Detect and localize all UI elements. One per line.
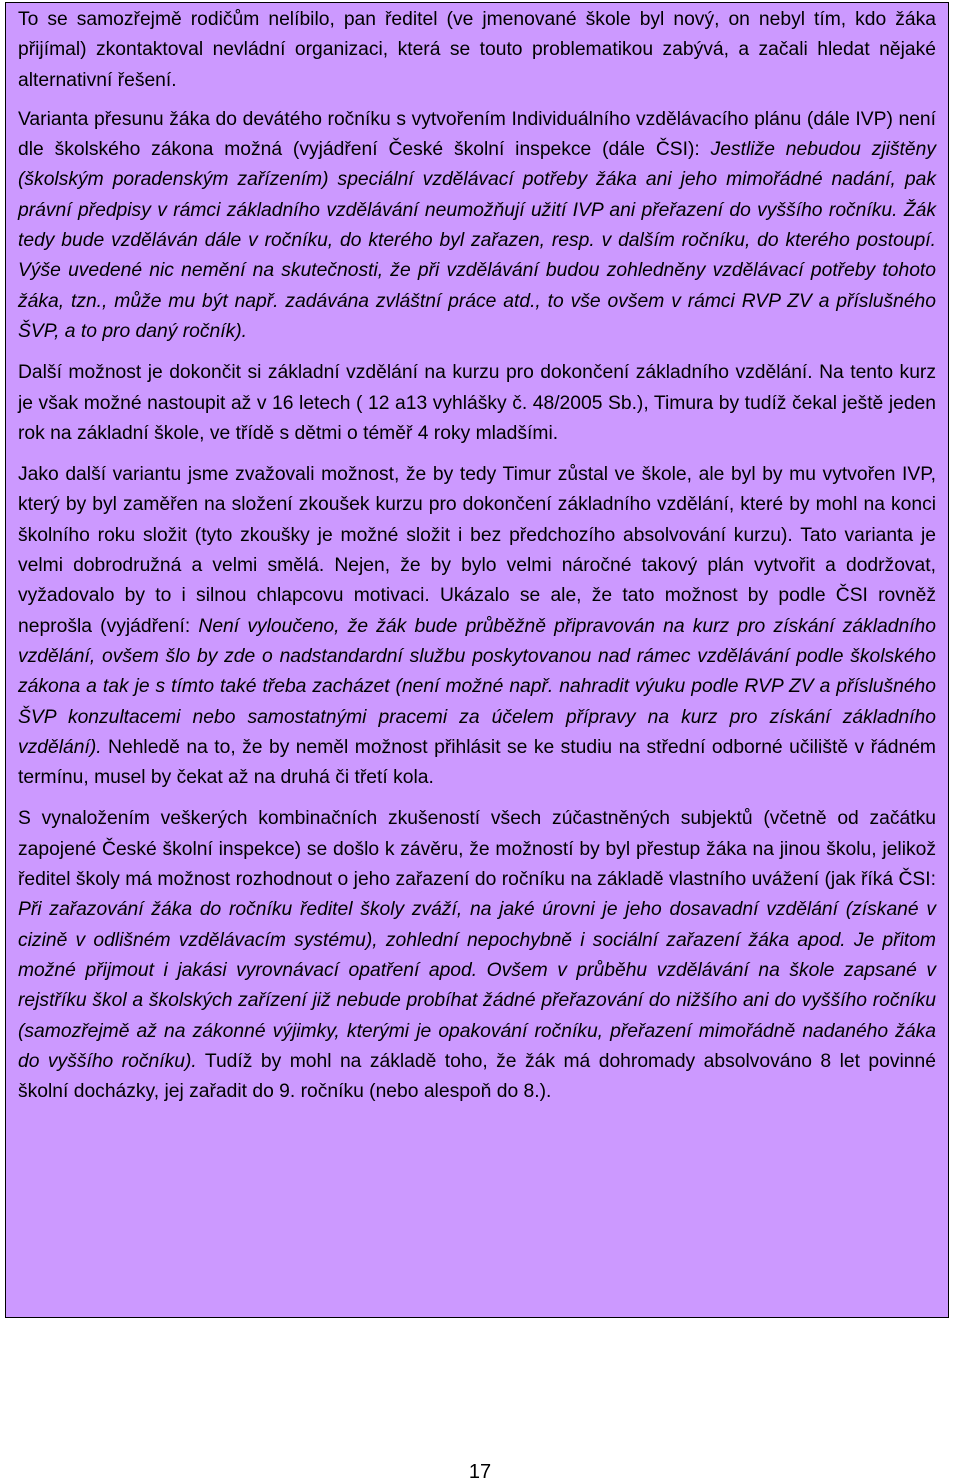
- paragraph-3-text: Další možnost je dokončit si základní vzdělání na kurzu pro dokončení základního vzdělání. Na tento kurz je však možné nastoupit až v 16 letech ( 12 a13 vyhlášky č. 48/2005 Sb.), Timura by tudíž čekal ještě jeden rok na základní škole, ve třídě s dětmi o téměř 4 roky mladšími.: [18, 362, 936, 444]
- highlighted-text-box: [5, 2, 949, 1318]
- paragraph-5-text: S vynaložením veškerých kombinačních zkušeností všech zúčastněných subjektů (včetně od začátku zapojené České školní inspekce) se došlo k závěru, že možností by byl přestup žáka na jinou školu, jelikož ředitel školy má možnost rozhodnout o jeho zařazení do ročníku na základě vlastního uvážení (jak říká ČSI:: [18, 808, 936, 891]
- paragraph-5-text-end: Tudíž by mohl na základě toho, že žák má dohromady absolvováno 8 let povinné školní docházky, jej zařadit do 9. ročníku (nebo alespoň do 8.).: [18, 1050, 936, 1103]
- paragraph-5: [18, 804, 936, 1107]
- paragraph-3: [18, 358, 936, 449]
- paragraph-2-text: Varianta přesunu žáka do devátého ročníku s vytvořením Individuálního vzdělávacího plánu (dále IVP) není dle školského zákona možná (vyjádření České školní inspekce (dále ČSI):: [18, 108, 936, 161]
- paragraph-4-text-end: Nehledě na to, že by neměl možnost přihlásit se ke studiu na střední odborné učiliště v řádném termínu, musel by čekat až na druhá či třetí kola.: [18, 736, 936, 789]
- page-number: 17: [468, 1461, 492, 1483]
- paragraph-4-quote: Není vyloučeno, že žák bude průběžně připravován na kurz pro získání základního vzdělání, ovšem šlo by zde o nadstandardní službu poskytovanou nad rámec vzdělávání podle školského zákona a tak je s tímto také třeba zacházet (není možné např. nahradit výuku podle RVP ZV a příslušného ŠVP konzultacemi nebo samostatnými pracemi za účelem přípravy na kurz pro získání základního vzdělání).: [18, 615, 936, 758]
- paragraph-2-quote: Jestliže nebudou zjištěny (školským poradenským zařízením) speciální vzdělávací potřeby žáka ani jeho mimořádné nadání, pak právní předpisy v rámci základního vzdělávání neumožňují užití IVP ani přeřazení do vyššího ročníku. Žák tedy bude vzděláván dále v ročníku, do kterého byl zařazen, resp. v dalším ročníku, do kterého postoupí. Výše uvedené nic nemění na skutečnosti, že při vzdělávání budou zohledněny vzdělávací potřeby tohoto žáka, tzn., může mu být např. zadávána zvláštní práce atd., to vše ovšem v rámci RVP ZV a příslušného ŠVP, a to pro daný ročník).: [18, 139, 936, 342]
- paragraph-2: [18, 105, 936, 347]
- paragraph-5-quote: Při zařazování žáka do ročníku ředitel školy zváží, na jaké úrovni je jeho dosavadní vzdělání (získané v cizině v odlišném vzdělávacím systému), zohlední nepochybně i sociální zařazení žáka apod. Je přitom možné přijmout i jakási vyrovnávací opatření apod. Ovšem v průběhu vzdělávání na škole zapsané v rejstříku škol a školských zařízení již nebude probíhat žádné přeřazování do nižšího ani do vyššího ročníku (samozřejmě až na zákonné výjimky, kterými je opakování ročníku, přeřazení mimořádně nadaného žáka do vyššího ročníku).: [18, 899, 936, 1072]
- paragraph-4-text: Jako další variantu jsme zvažovali možnost, že by tedy Timur zůstal ve škole, ale byl by mu vytvořen IVP, který by byl zaměřen na složení zkoušek kurzu pro dokončení základního vzdělání, které by mohl na konci školního roku složit (tyto zkoušky je možné složit i bez předchozího absolvování kurzu). Tato varianta je velmi dobrodružná a velmi smělá. Nejen, že by bylo velmi náročné takový plán vytvořit a dodržovat, vyžadovalo by to i silnou chlapcovu motivaci. Ukázalo se ale, že tato možnost by podle ČSI rovněž neprošla (vyjádření:: [18, 464, 936, 637]
- paragraph-4: [18, 460, 936, 793]
- paragraph-1: [18, 5, 936, 96]
- paragraph-1-text: To se samozřejmě rodičům nelíbilo, pan ředitel (ve jmenované škole byl nový, on nebyl tím, kdo žáka přijímal) zkontaktoval nevládní organizaci, která se touto problematikou zabývá, a začali hledat nějaké alternativní řešení.: [18, 9, 936, 91]
